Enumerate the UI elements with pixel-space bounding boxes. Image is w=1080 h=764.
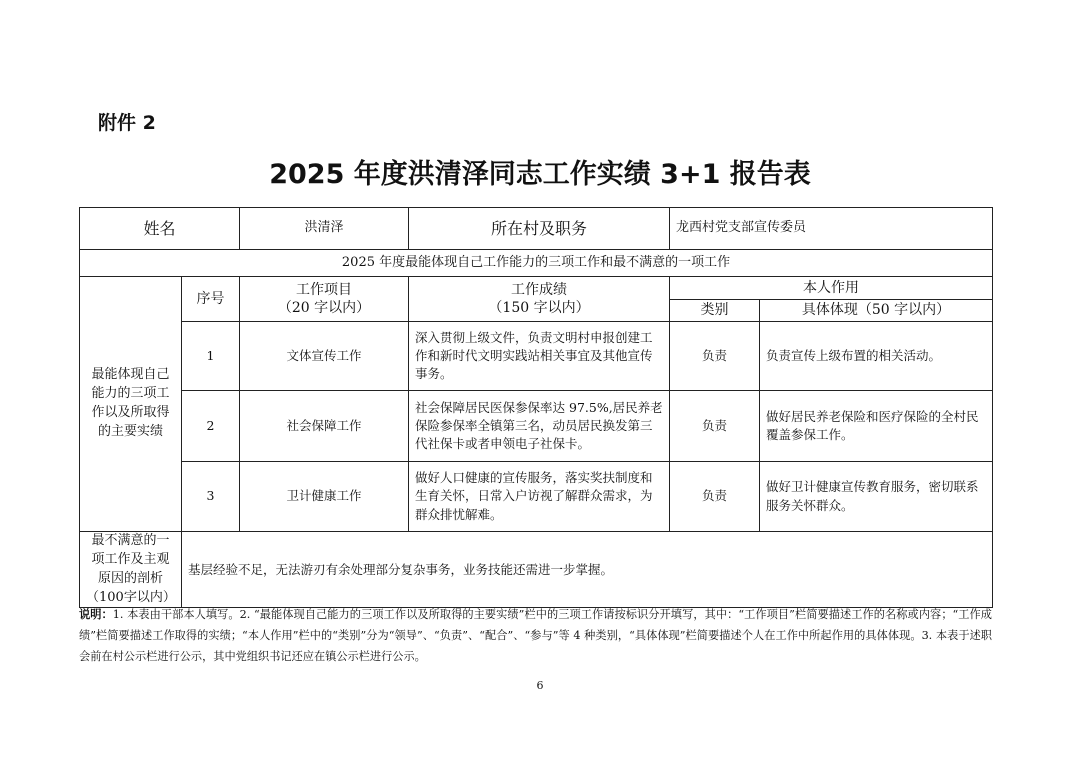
row-result: 社会保障居民医保参保率达 97.5%,居民养老保险参保率全镇第三名，动员居民换发第三代社保卡或者申领电子社保卡。 — [409, 391, 670, 462]
left-label-bottom: 最不满意的一项工作及主观原因的剖析（100字以内） — [80, 532, 182, 608]
row-result: 深入贯彻上级文件，负责文明村申报创建工作和新时代文明实践站相关事宜及其他宣传事务。 — [409, 322, 670, 391]
row-category: 负责 — [670, 391, 760, 462]
col-item-title: 工作项目 — [296, 281, 353, 298]
col-role: 本人作用 — [670, 277, 993, 300]
row-index: 1 — [182, 322, 240, 391]
col-item — [240, 277, 409, 322]
footnote — [79, 604, 992, 667]
col-result — [409, 277, 670, 322]
row-item: 社会保障工作 — [240, 391, 409, 462]
page-title: 2025 年度洪清泽同志工作实绩 3+1 报告表 — [269, 159, 811, 190]
name-row — [80, 208, 993, 250]
row-detail: 负责宣传上级布置的相关活动。 — [760, 322, 993, 391]
bottom-row — [80, 532, 993, 608]
row-category: 负责 — [670, 322, 760, 391]
position-label: 所在村及职务 — [409, 208, 670, 250]
footnote-text: 1. 本表由干部本人填写。2. “最能体现自己能力的三项工作以及所取得的主要实绩”栏中的三项工作请按标识分开填写，其中：“工作项目”栏简要描述工作的名称或内容；“工作成绩”栏简要描述工作取得的实绩；“本人作用”栏中的“类别”分为“领导”、“负责”、“配合”、“参与”等 4 种类别，“具体体现”栏简要描述个人在工作中所起作用的具体体现。3. 本表于述职会前在村公示栏进行公示，其中党组织书记还应在镇公示栏进行公示。 — [79, 608, 992, 663]
col-result-sub: （150 字以内） — [488, 300, 590, 316]
left-label-main: 最能体现自己能力的三项工作以及所取得的主要实绩 — [80, 277, 182, 532]
col-category: 类别 — [670, 300, 760, 322]
table-row — [80, 322, 993, 391]
row-index: 3 — [182, 462, 240, 532]
section-row — [80, 250, 993, 277]
row-detail: 做好居民养老保险和医疗保险的全村民覆盖参保工作。 — [760, 391, 993, 462]
col-index: 序号 — [182, 277, 240, 322]
row-item: 卫计健康工作 — [240, 462, 409, 532]
name-value: 洪清泽 — [240, 208, 409, 250]
report-table — [79, 207, 993, 608]
footnote-label: 说明： — [79, 607, 113, 621]
table-row — [80, 462, 993, 532]
col-item-sub: （20 字以内） — [277, 300, 371, 316]
header-row-1 — [80, 277, 993, 300]
page-number: 6 — [536, 679, 544, 692]
row-result: 做好人口健康的宣传服务，落实奖扶制度和生育关怀，日常入户访视了解群众需求，为群众排忧解难。 — [409, 462, 670, 532]
section-title: 2025 年度最能体现自己工作能力的三项工作和最不满意的一项工作 — [80, 250, 993, 277]
table-row — [80, 391, 993, 462]
row-detail: 做好卫计健康宣传教育服务，密切联系服务关怀群众。 — [760, 462, 993, 532]
attachment-label: 附件 2 — [98, 112, 156, 134]
row-index: 2 — [182, 391, 240, 462]
position-value: 龙西村党支部宣传委员 — [670, 208, 993, 250]
name-label: 姓名 — [80, 208, 240, 250]
col-result-title: 工作成绩 — [511, 281, 568, 298]
row-item: 文体宣传工作 — [240, 322, 409, 391]
col-detail: 具体体现（50 字以内） — [760, 300, 993, 322]
row-category: 负责 — [670, 462, 760, 532]
bottom-text: 基层经验不足，无法游刃有余处理部分复杂事务，业务技能还需进一步掌握。 — [182, 532, 993, 608]
